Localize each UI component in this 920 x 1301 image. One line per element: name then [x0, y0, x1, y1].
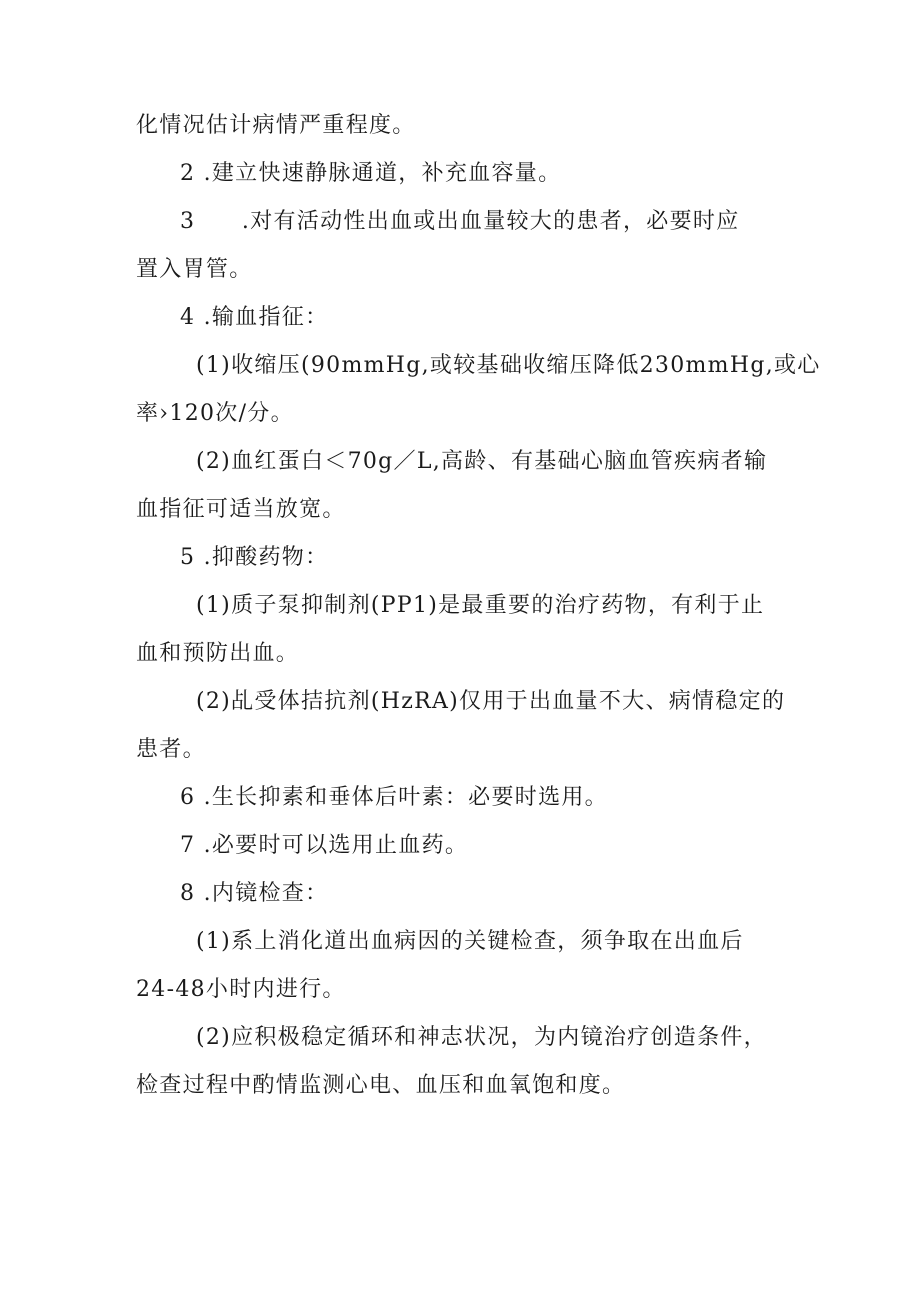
text-line: 置入胃管。 — [136, 257, 253, 282]
text-line: 化情况估计病情严重程度。 — [136, 113, 416, 138]
list-item-2: 2 .建立快速静脉通道，补充血容量。 — [180, 161, 562, 186]
list-item-3: 3 .对有活动性出血或出血量较大的患者，必要时应 — [180, 209, 740, 234]
text-line: 检查过程中酌情监测心电、血压和血氧饱和度。 — [136, 1073, 626, 1098]
text-line: 24-48小时内进行。 — [136, 977, 346, 1002]
list-item-7: 7 .必要时可以选用止血药。 — [180, 833, 469, 858]
text-line: 血和预防出血。 — [136, 641, 300, 666]
list-item-5: 5 .抑酸药物： — [180, 545, 329, 570]
list-item-4: 4 .输血指征： — [180, 305, 329, 330]
document-body — [136, 102, 821, 1110]
text-line: 率›120次/分。 — [136, 401, 294, 426]
text-line: 患者。 — [136, 737, 206, 762]
sub-item: (1)系上消化道出血病因的关键检查，须争取在出血后 — [196, 929, 744, 954]
sub-item: (2)应积极稳定循环和神志状况，为内镜治疗创造条件， — [196, 1025, 767, 1050]
sub-item: (2)血红蛋白＜70g／L,高龄、有基础心脑血管疾病者输 — [196, 449, 768, 474]
list-item-8: 8 .内镜检查： — [180, 881, 329, 906]
sub-item: (1)收缩压(90mmHg,或较基础收缩压降低230mmHg,或心 — [196, 353, 821, 378]
text-line: 血指征可适当放宽。 — [136, 497, 346, 522]
sub-item: (2)乩受体拮抗剂(HzRA)仅用于出血量不大、病情稳定的 — [196, 689, 786, 714]
list-item-6: 6 .生长抑素和垂体后叶素：必要时选用。 — [180, 785, 608, 810]
sub-item: (1)质子泵抑制剂(PP1)是最重要的治疗药物，有利于止 — [196, 593, 765, 618]
